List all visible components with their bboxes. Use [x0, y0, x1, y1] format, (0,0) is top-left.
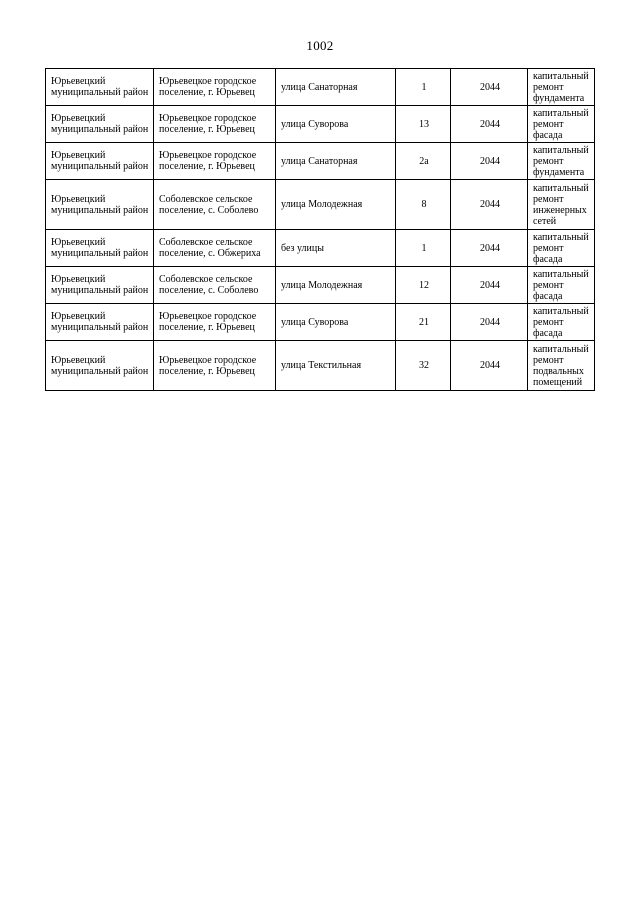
house-number-cell: 21	[396, 304, 451, 341]
table-row	[46, 180, 595, 230]
settlement-cell: Соболевское сельское поселение, с. Соболево	[154, 180, 276, 230]
table-row	[46, 143, 595, 180]
records-table	[45, 68, 595, 391]
work-type-cell: капитальный ремонт подвальных помещений	[528, 341, 595, 391]
street-cell: улица Суворова	[276, 304, 396, 341]
house-number-cell: 12	[396, 267, 451, 304]
district-cell: Юрьевецкий муниципальный район	[46, 304, 154, 341]
year-cell: 2044	[451, 341, 528, 391]
house-number-cell: 2а	[396, 143, 451, 180]
district-cell: Юрьевецкий муниципальный район	[46, 230, 154, 267]
table-row	[46, 106, 595, 143]
work-type-cell: капитальный ремонт фундамента	[528, 143, 595, 180]
house-number-cell: 1	[396, 69, 451, 106]
work-type-cell: капитальный ремонт фасада	[528, 304, 595, 341]
house-number-cell: 8	[396, 180, 451, 230]
street-cell: без улицы	[276, 230, 396, 267]
work-type-cell: капитальный ремонт фасада	[528, 230, 595, 267]
house-number-cell: 1	[396, 230, 451, 267]
year-cell: 2044	[451, 106, 528, 143]
table-row	[46, 304, 595, 341]
house-number-cell: 32	[396, 341, 451, 391]
settlement-cell: Юрьевецкое городское поселение, г. Юрьевец	[154, 341, 276, 391]
settlement-cell: Соболевское сельское поселение, с. Обжериха	[154, 230, 276, 267]
district-cell: Юрьевецкий муниципальный район	[46, 143, 154, 180]
street-cell: улица Молодежная	[276, 267, 396, 304]
work-type-cell: капитальный ремонт фасада	[528, 267, 595, 304]
table-row	[46, 341, 595, 391]
district-cell: Юрьевецкий муниципальный район	[46, 180, 154, 230]
street-cell: улица Суворова	[276, 106, 396, 143]
street-cell: улица Санаторная	[276, 143, 396, 180]
work-type-cell: капитальный ремонт фундамента	[528, 69, 595, 106]
year-cell: 2044	[451, 143, 528, 180]
district-cell: Юрьевецкий муниципальный район	[46, 341, 154, 391]
year-cell: 2044	[451, 180, 528, 230]
work-type-cell: капитальный ремонт фасада	[528, 106, 595, 143]
year-cell: 2044	[451, 230, 528, 267]
street-cell: улица Санаторная	[276, 69, 396, 106]
district-cell: Юрьевецкий муниципальный район	[46, 106, 154, 143]
work-type-cell: капитальный ремонт инженерных сетей	[528, 180, 595, 230]
settlement-cell: Юрьевецкое городское поселение, г. Юрьевец	[154, 304, 276, 341]
settlement-cell: Юрьевецкое городское поселение, г. Юрьевец	[154, 106, 276, 143]
house-number-cell: 13	[396, 106, 451, 143]
year-cell: 2044	[451, 69, 528, 106]
settlement-cell: Юрьевецкое городское поселение, г. Юрьевец	[154, 69, 276, 106]
year-cell: 2044	[451, 304, 528, 341]
district-cell: Юрьевецкий муниципальный район	[46, 267, 154, 304]
settlement-cell: Юрьевецкое городское поселение, г. Юрьевец	[154, 143, 276, 180]
table-row	[46, 69, 595, 106]
table-row	[46, 230, 595, 267]
page-number: 1002	[306, 38, 334, 53]
settlement-cell: Соболевское сельское поселение, с. Соболево	[154, 267, 276, 304]
table-row	[46, 267, 595, 304]
year-cell: 2044	[451, 267, 528, 304]
street-cell: улица Текстильная	[276, 341, 396, 391]
street-cell: улица Молодежная	[276, 180, 396, 230]
district-cell: Юрьевецкий муниципальный район	[46, 69, 154, 106]
